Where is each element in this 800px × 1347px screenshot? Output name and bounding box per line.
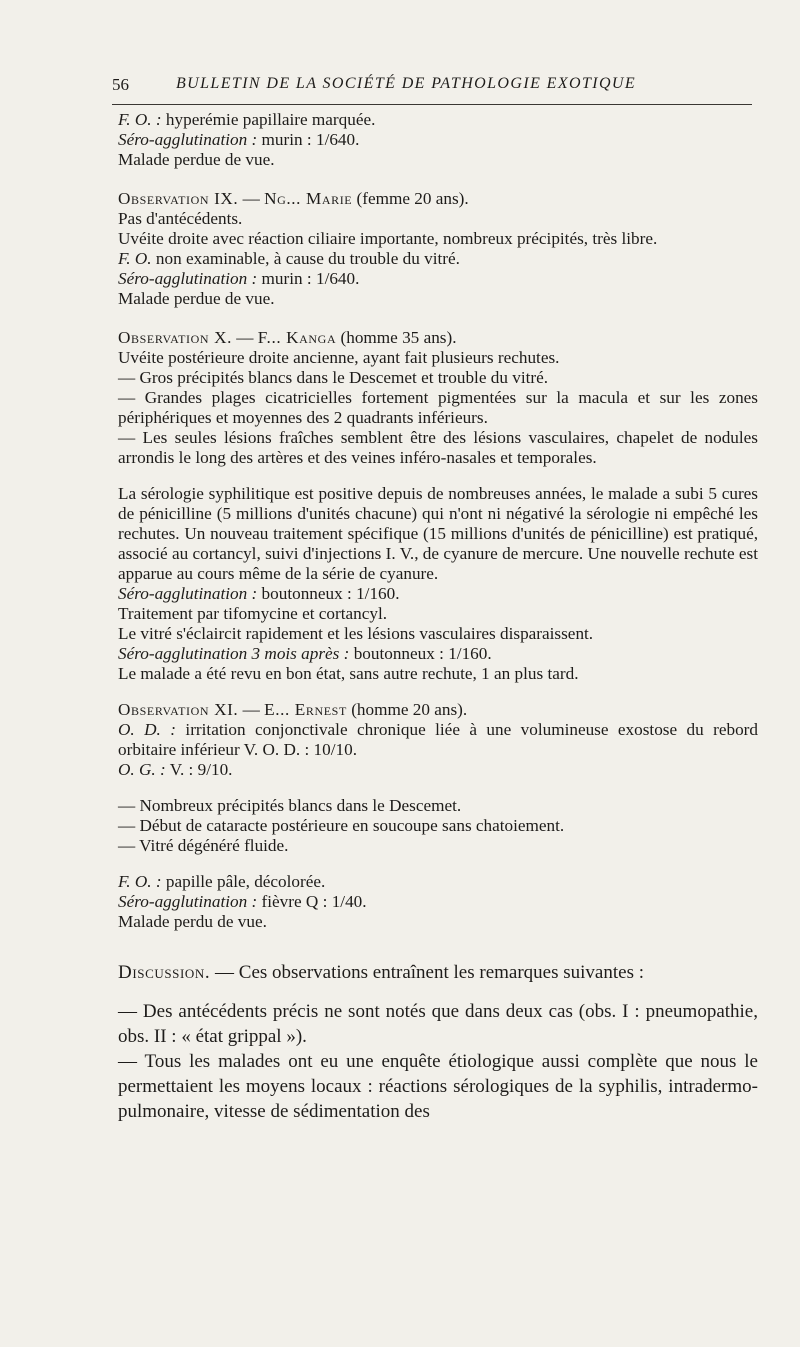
body-text bbox=[118, 110, 758, 1124]
obs10-serology: Séro-agglutination : boutonneux : 1/160. bbox=[118, 584, 400, 603]
obs10-evolution: Le vitré s'éclaircit rapidement et les lésions vasculaires disparaissent. bbox=[118, 624, 594, 643]
obs8-serology: Séro-agglutination : murin : 1/640. bbox=[118, 130, 360, 149]
discussion-intro: Discussion. — Ces observations entraînent les remarques suivantes : bbox=[118, 962, 644, 983]
obs10-finding: Uvéite postérieure droite ancienne, ayant fait plusieurs rechutes. bbox=[118, 348, 560, 367]
obs9-heading: Observation IX. — Ng... Marie (femme 20 ans). bbox=[118, 189, 469, 208]
obs11-fundus: F. O. : papille pâle, décolorée. bbox=[118, 872, 326, 891]
obs9-findings: Uvéite droite avec réaction ciliaire importante, nombreux précipités, très libre. bbox=[118, 229, 658, 248]
obs10-heading: Observation X. — F... Kanga (homme 35 ans). bbox=[118, 328, 457, 347]
obs10-treatment: Traitement par tifomycine et cortancyl. bbox=[118, 604, 388, 623]
obs10-finding: — Grandes plages cicatricielles fortement pigmentées sur la macula et sur les zones périphériques et moyennes des 2 quadrants inférieurs. bbox=[118, 388, 758, 427]
page-number: 56 bbox=[112, 75, 129, 94]
obs10-serology-paragraph: La sérologie syphilitique est positive depuis de nombreuses années, le malade a subi 5 cures de pénicilline (5 millions d'unités chacune) qui n'ont ni négativé la sérologie ni empêché les rechutes. Un nouveau traitement spécifique (15 millions d'unités de pénicilline) est pratiqué, associé au cortancyl, suivi d'injections I. V., de cyanure de mercure. Une nouvelle rechute est apparue au cours même de la série de cyanure. bbox=[118, 484, 758, 583]
obs9-outcome: Malade perdue de vue. bbox=[118, 289, 275, 308]
obs11-finding: — Vitré dégénéré fluide. bbox=[118, 836, 289, 855]
discussion-point: — Tous les malades ont eu une enquête étiologique aussi complète que nous le permettaient les moyens locaux : réactions sérologiques de la syphilis, intradermo-pulmonaire, vitesse de sédimentation des bbox=[118, 1051, 758, 1122]
obs8-outcome: Malade perdue de vue. bbox=[118, 150, 275, 169]
obs10-finding: — Les seules lésions fraîches semblent être des lésions vasculaires, chapelet de nodules arrondis le long des artères et des veines inféro-nasales et temporales. bbox=[118, 428, 758, 467]
obs9-serology: Séro-agglutination : murin : 1/640. bbox=[118, 269, 360, 288]
obs11-finding: — Nombreux précipités blancs dans le Descemet. bbox=[118, 796, 462, 815]
obs9-fundus: F. O. non examinable, à cause du trouble du vitré. bbox=[118, 249, 460, 268]
obs11-outcome: Malade perdu de vue. bbox=[118, 912, 267, 931]
obs10-serology-followup: Séro-agglutination 3 mois après : boutonneux : 1/160. bbox=[118, 644, 492, 663]
running-head bbox=[112, 72, 752, 102]
discussion-heading: Discussion. bbox=[118, 962, 211, 983]
obs9-history: Pas d'antécédents. bbox=[118, 209, 243, 228]
obs11-left-eye: O. G. : V. : 9/10. bbox=[118, 760, 233, 779]
obs11-serology: Séro-agglutination : fièvre Q : 1/40. bbox=[118, 892, 367, 911]
discussion-section bbox=[118, 960, 758, 1124]
discussion-point: — Des antécédents précis ne sont notés que dans deux cas (obs. I : pneumopathie, obs. II : « état grippal »). bbox=[118, 1001, 758, 1047]
obs8-fundus: F. O. : hyperémie papillaire marquée. bbox=[118, 110, 376, 129]
header-rule bbox=[112, 104, 752, 105]
obs11-right-eye: O. D. : irritation conjonctivale chronique liée à une volumineuse exostose du rebord orbitaire inférieur V. O. D. : 10/10. bbox=[118, 720, 758, 759]
obs11-finding: — Début de cataracte postérieure en soucoupe sans chatoiement. bbox=[118, 816, 565, 835]
obs10-finding: — Gros précipités blancs dans le Descemet et trouble du vitré. bbox=[118, 368, 549, 387]
journal-title: BULLETIN DE LA SOCIÉTÉ DE PATHOLOGIE EXOTIQUE bbox=[176, 75, 637, 92]
obs10-outcome: Le malade a été revu en bon état, sans autre rechute, 1 an plus tard. bbox=[118, 664, 579, 683]
obs11-heading: Observation XI. — E... Ernest (homme 20 ans). bbox=[118, 700, 468, 719]
